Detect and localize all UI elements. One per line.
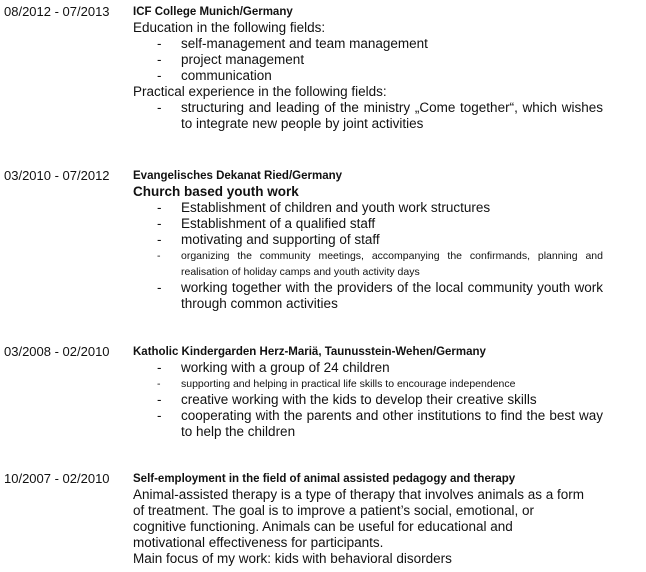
list-item: - communication: [133, 68, 603, 84]
entry-organization: ICF College Munich/Germany: [133, 6, 293, 18]
list-item: - working with a group of 24 children: [133, 360, 603, 376]
entry-content: [133, 168, 603, 312]
entry-content: [133, 4, 603, 132]
entry-date: 08/2012 - 07/2013: [4, 4, 110, 19]
bullet-list: [133, 100, 603, 132]
entry-organization: Evangelisches Dekanat Ried/Germany: [133, 170, 343, 182]
bullet-list: [133, 36, 603, 84]
entry-organization: Katholic Kindergarden Herz-Mariä, Taunusstein-Wehen/Germany: [133, 346, 486, 358]
entry-date: 03/2008 - 02/2010: [4, 344, 110, 359]
entry-intro: Education in the following fields:: [133, 20, 326, 35]
list-item: - project management: [133, 52, 603, 68]
entry-intro: Practical experience in the following fields:: [133, 84, 387, 99]
list-item: - Establishment of a qualified staff: [133, 216, 603, 232]
list-item: - cooperating with the parents and other institutions to find the best way to help the children: [133, 408, 603, 440]
list-item: - motivating and supporting of staff: [133, 232, 603, 248]
list-item: - working together with the providers of the local community youth work through common activities: [133, 280, 603, 312]
list-item: - creative working with the kids to develop their creative skills: [133, 392, 603, 408]
list-item: - Establishment of children and youth work structures: [133, 200, 603, 216]
list-item: - structuring and leading of the ministry „Come together“, which wishes to integrate new people by joint activities: [133, 100, 603, 132]
entry-focus: Main focus of my work: kids with behavioral disorders: [133, 551, 452, 566]
list-item: - self-management and team management: [133, 36, 603, 52]
entry-content: [133, 471, 603, 567]
entry-date: 03/2010 - 07/2012: [4, 168, 110, 183]
entry-content: [133, 344, 603, 440]
entry-paragraph: Animal-assisted therapy is a type of therapy that involves animals as a form of treatment. The goal is to improve a patient’s social, emotional, or cognitive functioning. Animals can be useful for educational and motivational effectiveness for participants.: [133, 487, 584, 550]
entry-heading: Church based youth work: [133, 184, 299, 199]
list-item: - organizing the community meetings, accompanying the confirmands, planning and realisation of holiday camps and youth activity days: [133, 248, 603, 280]
bullet-list: [133, 200, 603, 312]
bullet-list: [133, 360, 603, 440]
entry-date: 10/2007 - 02/2010: [4, 471, 110, 486]
entry-organization: Self-employment in the field of animal assisted pedagogy and therapy: [133, 473, 516, 485]
list-item: - supporting and helping in practical life skills to encourage independence: [133, 376, 603, 392]
